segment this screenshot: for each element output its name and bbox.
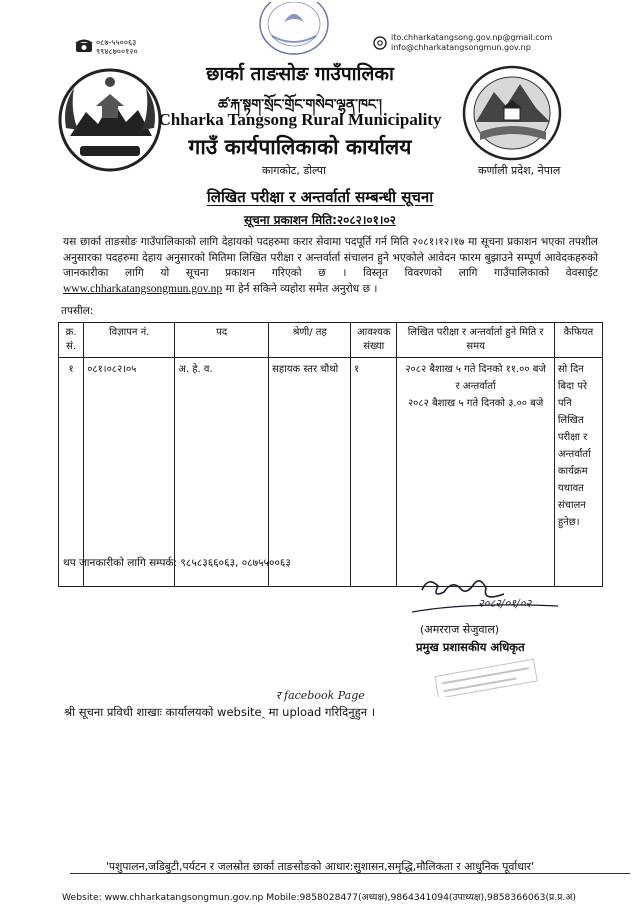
header-post: पद bbox=[175, 323, 269, 358]
header-advertisement-number: विज्ञापन नं. bbox=[84, 323, 175, 358]
details-label: तपसील: bbox=[61, 305, 94, 317]
phone-number-2: ९९४८७००१२० bbox=[96, 47, 138, 56]
notice-heading: लिखित परीक्षा र अन्तर्वार्ता सम्बन्धी सूचना bbox=[206, 188, 434, 206]
it-section-instruction bbox=[64, 705, 375, 720]
cell-post: अ. हे. व. bbox=[175, 358, 269, 587]
header-exam-date-time: लिखित परीक्षा र अन्तर्वार्ता हुने मिति र समय bbox=[397, 323, 554, 358]
officer-signature bbox=[408, 572, 568, 624]
cell-advertisement-number: ०८१।०८२।०५ bbox=[84, 358, 175, 587]
office-title: गाउँ कार्यपालिकाको कार्यालय bbox=[188, 134, 412, 159]
municipality-logo bbox=[460, 62, 565, 164]
table-row bbox=[59, 358, 603, 587]
cell-required-count: १ bbox=[351, 358, 397, 587]
cell-exam-date-time bbox=[397, 358, 554, 587]
email-2: info@chharkatangsongmun.gov.np bbox=[391, 43, 531, 52]
faded-official-stamp bbox=[420, 659, 560, 697]
email-icon bbox=[373, 36, 387, 50]
cell-serial-number: १ bbox=[59, 358, 84, 587]
municipality-name-nepali: छार्का ताङसोङ गाउँपालिका bbox=[206, 63, 394, 85]
phone-numbers bbox=[96, 38, 138, 56]
instruction-text-2: मा upload गरिदिनुहुन । bbox=[268, 705, 376, 719]
table-header-row bbox=[59, 323, 603, 358]
municipality-name-tibetan: ཚ་རྐ་སྟག་སྲོང་གྲོང་གསེབ་ལྷན་ཁང་། bbox=[217, 97, 383, 113]
officer-name: (अमरराज सेजुवाल) bbox=[420, 623, 500, 636]
contact-info: थप जानकारीको लागि सम्पर्क: ९८५८३६६०६३, ०८७५५००६३ bbox=[63, 557, 291, 569]
footer-motto: 'पशुपालन,जडिबुटी,पर्यटन र जलस्रोत छार्का ताङसोङको आधार:सुशासन,समृद्धि,मौलिकता र आधुनिक पूर्वाधार' bbox=[105, 860, 535, 873]
interview-label: र अन्तर्वार्ता bbox=[455, 381, 496, 392]
written-exam-time: २०८२ बैशाख ५ गते दिनको ११.०० बजे bbox=[405, 364, 546, 375]
notice-body bbox=[63, 235, 598, 297]
signature-date: २०८२/०१/०२ bbox=[478, 597, 532, 610]
cell-remarks: सो दिन बिदा परे पनि लिखित परीक्षा र अन्तर्वार्ता कार्यक्रम यथावत संचालन हुनेछ। bbox=[554, 358, 602, 587]
officer-title: प्रमुख प्रशासकीय अधिकृत bbox=[416, 640, 525, 654]
office-location: कागकोट, डोल्पा bbox=[262, 164, 326, 177]
header-remarks: कैफियत bbox=[554, 323, 602, 358]
header-serial-number: क्र. सं. bbox=[59, 323, 84, 358]
notice-body-text-1: यस छार्का ताङसोङ गाउँपालिकाको लागि देहायको पदहरुमा करार सेवामा पदपूर्ति गर्न मिति २०८१।१२।१७ मा सूचना प्रकाशन भएका तपशील अनुसारका पदहरुमा देहाय अनुसारको मितिमा लिखित परीक्षा र अन्तर्वार्ता संचालन हुने भएकोले आवेदन फारम बुझाउने सम्पूर्ण आवेदकहरुको जानकारीका लागि यो सूचना प्रकाशन गरिएको छ । विस्तृत विवरणको लागि गाउँपालिकाको वेवसाईट bbox=[63, 236, 598, 279]
handwritten-facebook-note: र facebook Page bbox=[276, 689, 365, 702]
exam-schedule-table bbox=[58, 322, 603, 587]
header-level: श्रेणी/ तह bbox=[269, 323, 351, 358]
footer-divider bbox=[70, 873, 630, 874]
header-required-count: आवश्यक संख्या bbox=[351, 323, 397, 358]
municipality-name-english: Chharka Tangsong Rural Municipality bbox=[158, 110, 442, 129]
office-seal-stamp bbox=[252, 2, 336, 64]
email-addresses bbox=[391, 33, 552, 53]
instruction-text-1: श्री सूचना प्रविधी शाखाः कार्यालयको website bbox=[64, 705, 262, 719]
website-link[interactable]: www.chharkatangsongmun.gov.np bbox=[63, 282, 223, 295]
email-1: ito.chharkatangsong.gov.np@gmail.com bbox=[391, 33, 553, 42]
phone-icon bbox=[74, 36, 94, 54]
notice-body-text-2: मा हेर्न सकिने व्यहोरा समेत अनुरोध छ । bbox=[225, 282, 378, 295]
interview-time: २०८२ बैशाख ५ गते दिनको ३.०० बजे bbox=[407, 398, 544, 409]
notice-publish-date: सूचना प्रकाशन मिति:२०८२।०१।०२ bbox=[244, 213, 396, 227]
cell-level: सहायक स्तर चौथो bbox=[269, 358, 351, 587]
province-location: कर्णाली प्रदेश, नेपाल bbox=[478, 164, 561, 177]
footer-contact: Website: www.chharkatangsongmun.gov.np Mobile:9858028477(अध्यक्ष),9864341094(उपाध्यक्ष),9858366063(प्र.प्र.अ) bbox=[62, 892, 576, 903]
insertion-caret-icon: ‸ bbox=[261, 708, 265, 719]
phone-number-1: ०८७-५५००६३ bbox=[96, 38, 137, 47]
